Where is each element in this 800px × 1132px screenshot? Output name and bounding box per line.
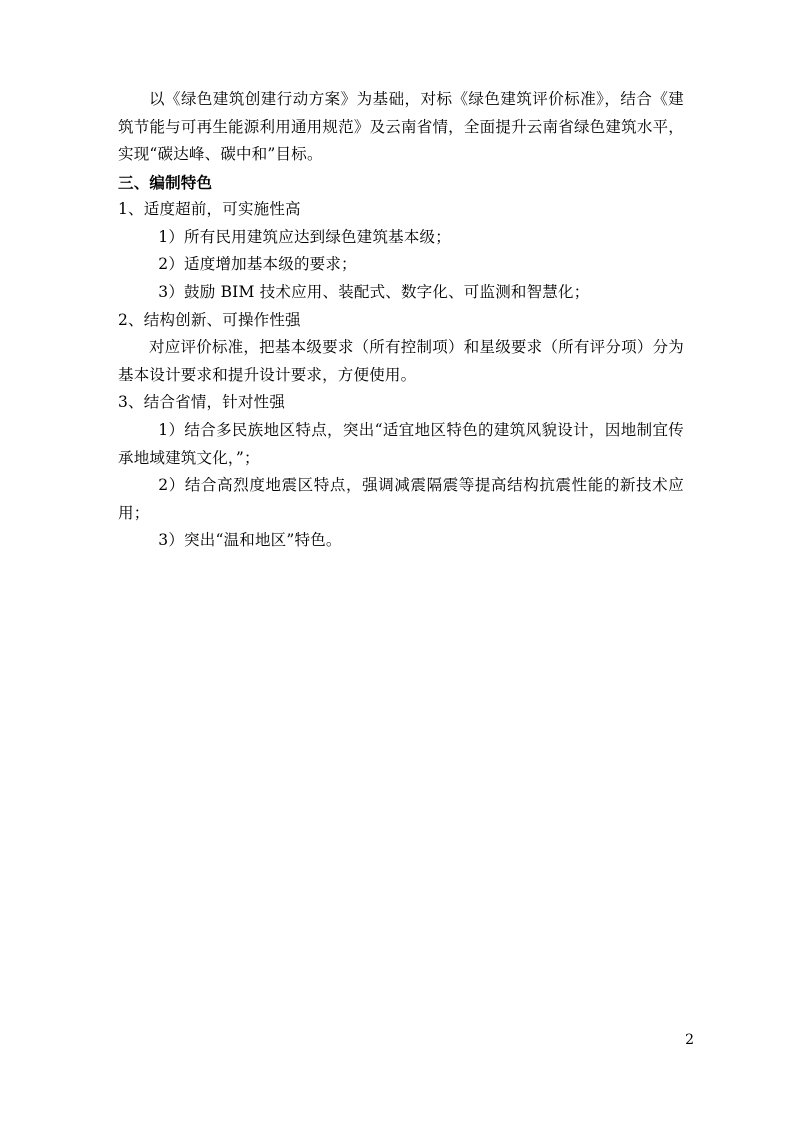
list-item-2-body: 对应评价标准，把基本级要求（所有控制项）和星级要求（所有评分项）分为基本设计要求和提升设计要求，方便使用。 [118,338,684,384]
document-body [118,86,684,555]
list-item-1-1: 1）所有民用建筑应达到绿色建筑基本级； [158,227,451,246]
section-heading-3: 三、编制特色 [118,172,213,192]
page-number: 2 [685,1032,694,1048]
list-item-3-2: 2）结合高烈度地震区特点，强调减震隔震等提高结构抗震性能的新技术应用； [118,476,684,522]
paragraph-intro: 以《绿色建筑创建行动方案》为基础，对标《绿色建筑评价标准》，结合《建筑节能与可再生能源利用通用规范》及云南省情，全面提升云南省绿色建筑水平，实现“碳达峰、碳中和”目标。 [118,90,684,164]
list-item-1-3: 3）鼓励 BIM 技术应用、装配式、数字化、可监测和智慧化； [158,283,590,302]
list-item-1-2: 2）适度增加基本级的要求； [158,255,357,274]
list-item-1: 1、适度超前，可实施性高 [118,200,301,219]
list-item-3-3: 3）突出“温和地区”特色。 [158,531,342,550]
list-item-2: 2、结构创新、可操作性强 [118,310,301,329]
list-item-3-1: 1）结合多民族地区特点，突出“适宜地区特色的建筑风貌设计，因地制宜传承地域建筑文化，”； [118,420,684,467]
list-item-3: 3、结合省情，针对性强 [118,393,286,412]
